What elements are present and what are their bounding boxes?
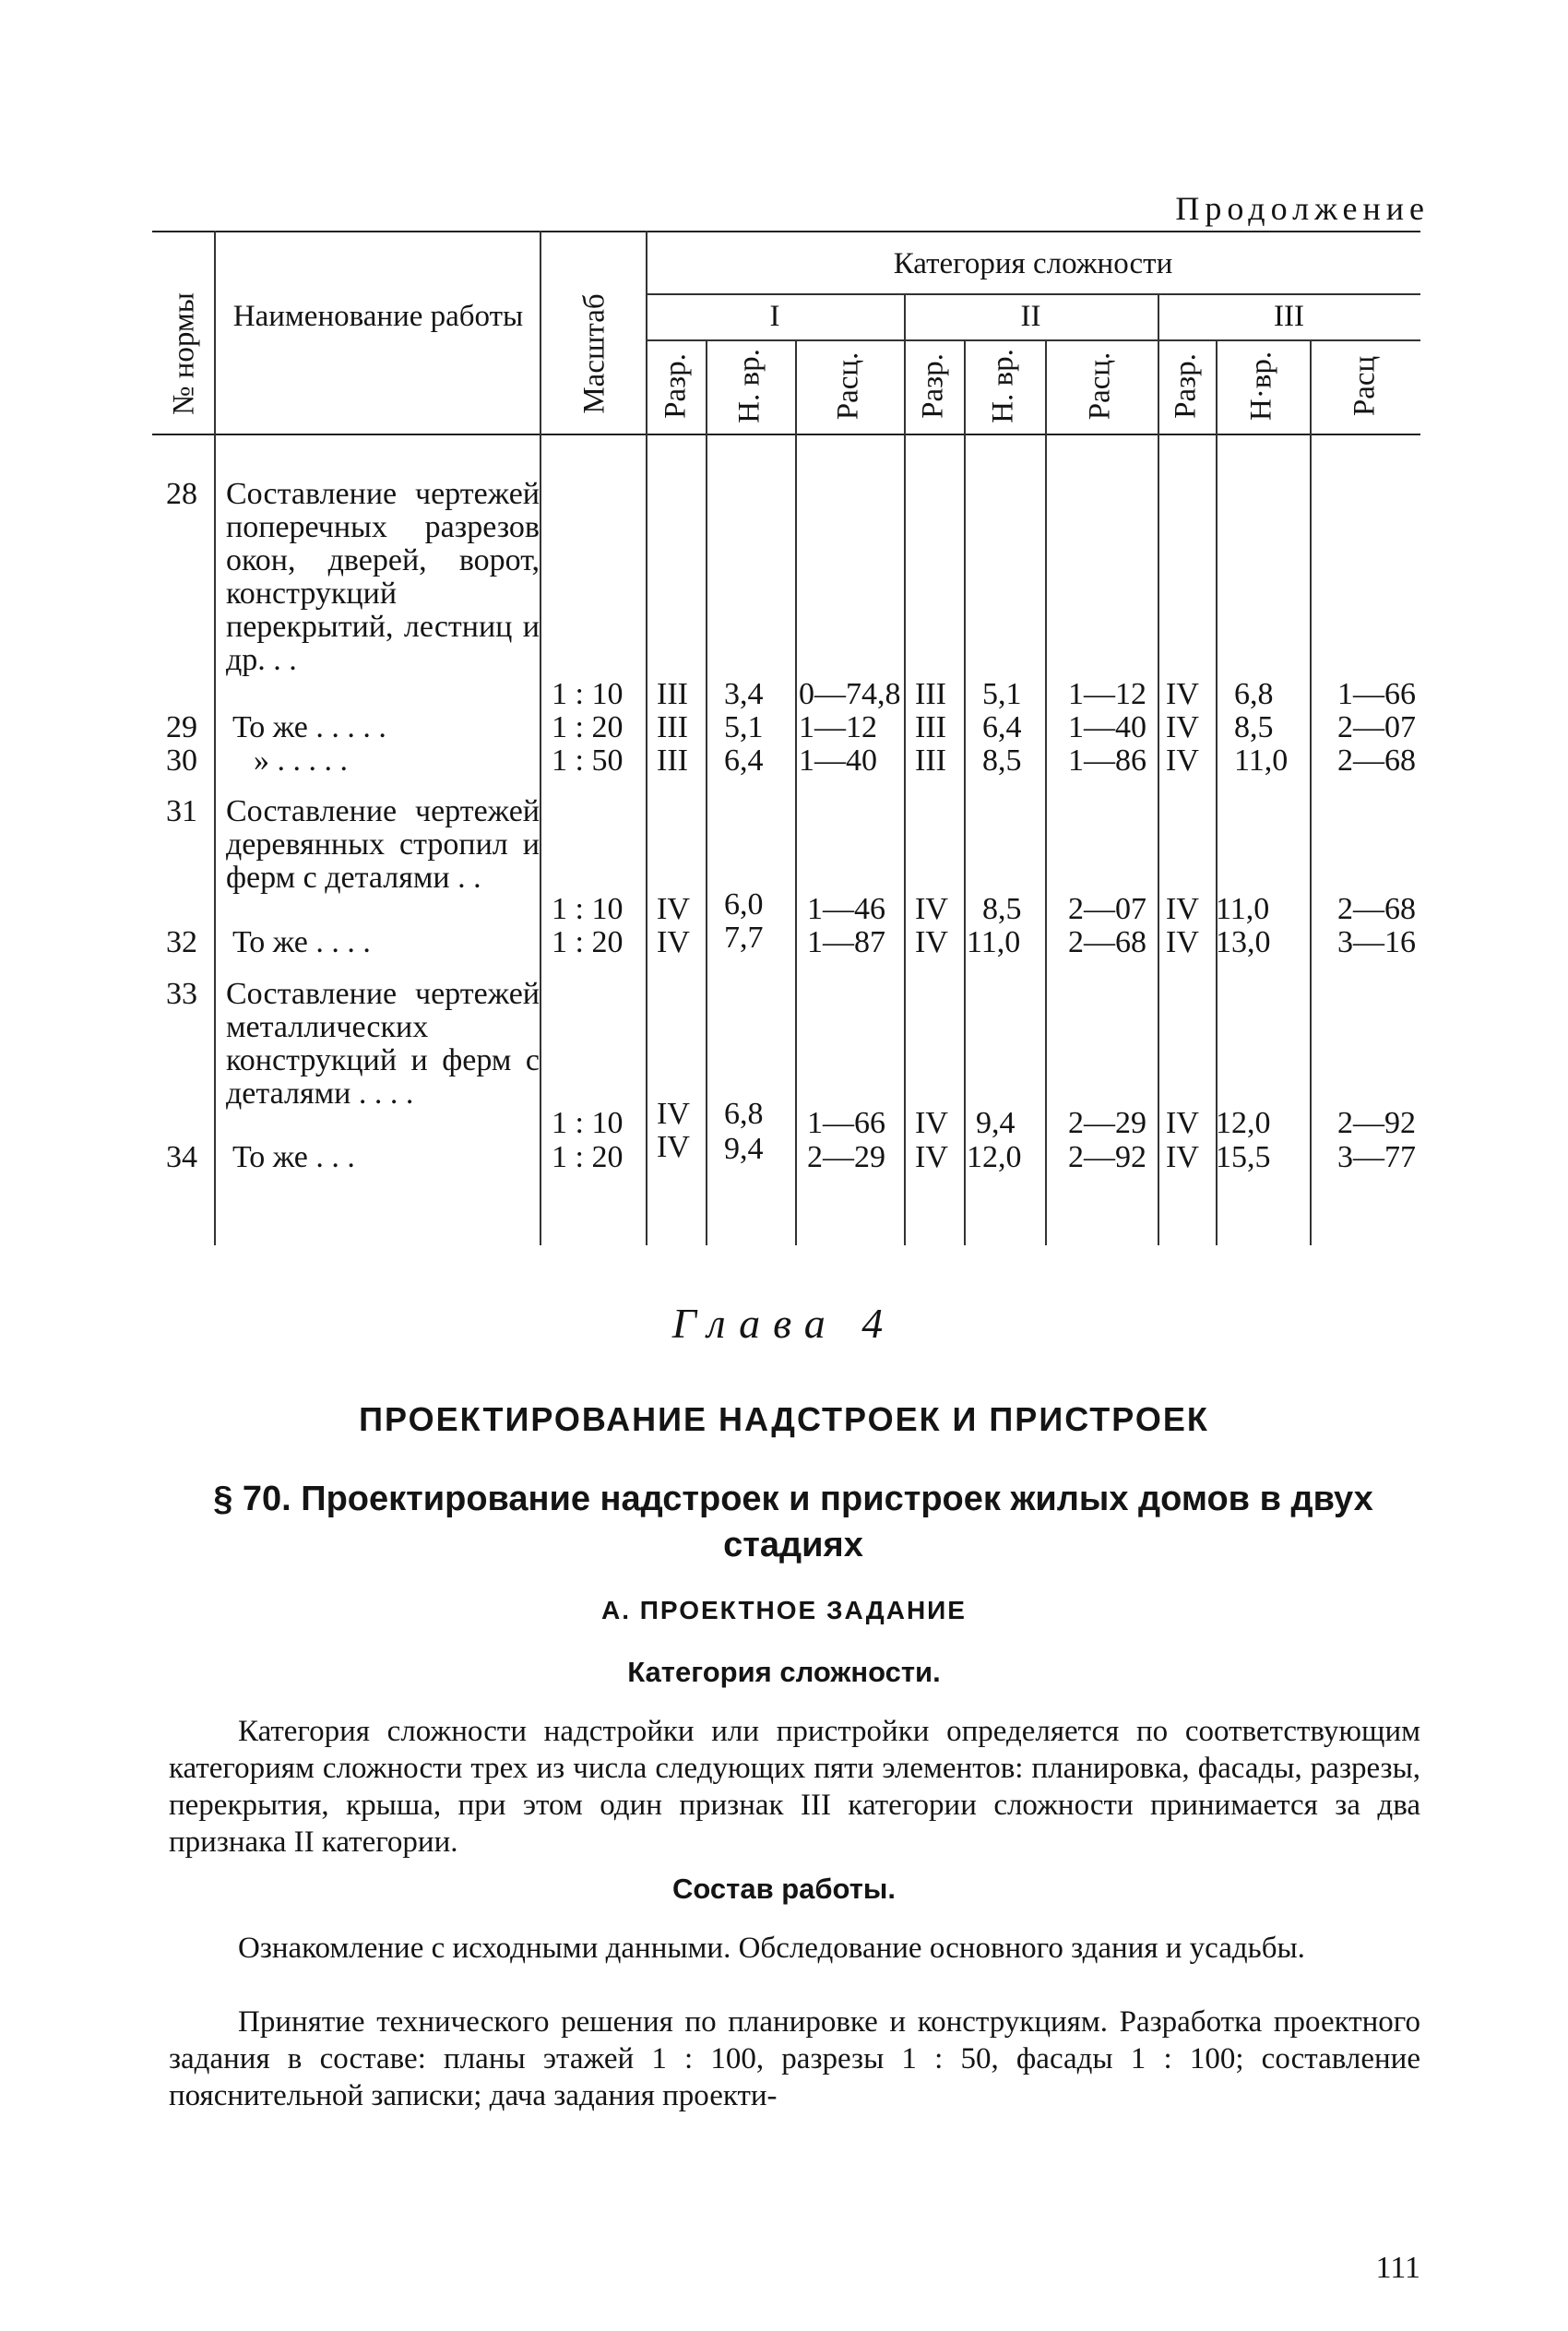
grade-cell: IV bbox=[1166, 925, 1199, 959]
rate-cell: 0—74,8 bbox=[799, 677, 901, 711]
norm-number: 33 bbox=[166, 977, 197, 1011]
time-cell: 13,0 bbox=[1216, 925, 1271, 959]
time-cell: 7,7 bbox=[724, 921, 764, 955]
header-time: Н·вр. bbox=[1244, 351, 1278, 422]
grade-cell: IV bbox=[657, 892, 690, 926]
subsection-heading: А. ПРОЕКТНОЕ ЗАДАНИЕ bbox=[600, 1596, 967, 1624]
time-cell: 12,0 bbox=[967, 1140, 1022, 1174]
norm-number: 28 bbox=[166, 477, 197, 511]
norm-number: 31 bbox=[166, 794, 197, 828]
time-cell: 9,4 bbox=[724, 1132, 764, 1166]
rate-cell: 1—12 bbox=[1068, 677, 1146, 711]
rate-cell: 2—92 bbox=[1337, 1106, 1416, 1140]
time-cell: 12,0 bbox=[1216, 1106, 1271, 1140]
time-cell: 15,5 bbox=[1216, 1140, 1271, 1174]
header-category-2: II bbox=[1020, 300, 1041, 333]
header-complexity: Категория сложности bbox=[893, 247, 1173, 280]
time-cell: 8,5 bbox=[982, 743, 1022, 778]
header-category-1: I bbox=[769, 300, 780, 333]
grade-cell: IV bbox=[1166, 892, 1199, 926]
norm-number: 29 bbox=[166, 710, 197, 744]
time-cell: 5,1 bbox=[982, 677, 1022, 711]
rate-cell: 3—16 bbox=[1337, 925, 1416, 959]
col-divider bbox=[1158, 293, 1159, 1245]
work-description: Составление чертежей поперечных разрезов окон, дверей, ворот, конструкций перекрытий, лестниц и др. . . bbox=[226, 477, 540, 677]
col-divider bbox=[904, 293, 906, 1245]
header-grade: Разр. bbox=[659, 353, 693, 419]
rate-cell: 1—12 bbox=[799, 710, 877, 744]
work-paragraph-1: Ознакомление с исходными данными. Обследование основного здания и усадьбы. bbox=[238, 1932, 1305, 1965]
continuation-label: Продолжение bbox=[1175, 190, 1430, 227]
time-cell: 11,0 bbox=[1216, 892, 1270, 926]
header-scale: Масштаб bbox=[577, 293, 612, 414]
rate-cell: 2—68 bbox=[1068, 925, 1146, 959]
time-cell: 5,1 bbox=[724, 710, 764, 744]
rate-cell: 1—46 bbox=[807, 892, 885, 926]
grade-cell: III bbox=[915, 710, 946, 744]
col-divider bbox=[964, 339, 966, 1245]
grade-cell: IV bbox=[915, 1106, 948, 1140]
header-rate: Расц bbox=[1348, 355, 1382, 417]
work-composition-heading: Состав работы. bbox=[671, 1873, 896, 1905]
norm-number: 32 bbox=[166, 925, 197, 959]
grade-cell: IV bbox=[915, 925, 948, 959]
rate-cell: 2—68 bbox=[1337, 743, 1416, 778]
header-work-name: Наименование работы bbox=[232, 300, 524, 333]
page-number: 111 bbox=[1375, 2251, 1420, 2285]
col-divider bbox=[540, 231, 541, 1245]
rate-cell: 1—86 bbox=[1068, 743, 1146, 778]
grade-cell: IV bbox=[657, 1130, 690, 1164]
rate-cell: 3—77 bbox=[1337, 1140, 1416, 1174]
grade-cell: IV bbox=[1166, 1140, 1199, 1174]
header-grade: Разр. bbox=[1169, 353, 1203, 419]
scale-cell: 1 : 20 bbox=[552, 1140, 624, 1174]
time-cell: 6,8 bbox=[724, 1097, 764, 1131]
rate-cell: 1—40 bbox=[1068, 710, 1146, 744]
grade-cell: IV bbox=[1166, 677, 1199, 711]
grade-cell: IV bbox=[1166, 743, 1199, 778]
chapter-heading: Глава 4 bbox=[671, 1300, 897, 1347]
rate-cell: 2—29 bbox=[1068, 1106, 1146, 1140]
grade-cell: IV bbox=[657, 925, 690, 959]
work-label: То же . . . bbox=[232, 1140, 355, 1174]
complexity-heading: Категория сложности. bbox=[627, 1656, 941, 1688]
time-cell: 11,0 bbox=[967, 925, 1021, 959]
scale-cell: 1 : 10 bbox=[552, 892, 624, 926]
norm-number: 34 bbox=[166, 1140, 197, 1174]
grade-cell: IV bbox=[1166, 1106, 1199, 1140]
col-divider bbox=[214, 231, 216, 1245]
table-header-rule bbox=[152, 434, 1420, 435]
work-label: » . . . . . bbox=[254, 743, 348, 778]
time-cell: 3,4 bbox=[724, 677, 764, 711]
work-description: Составление чертежей деревянных стропил и ферм с деталями . . bbox=[226, 794, 540, 895]
time-cell: 11,0 bbox=[1234, 743, 1289, 778]
rate-cell: 1—40 bbox=[799, 743, 877, 778]
work-description: Составление чертежей металлических конструкций и ферм с деталями . . . . bbox=[226, 977, 540, 1111]
norm-number: 30 bbox=[166, 743, 197, 778]
scale-cell: 1 : 10 bbox=[552, 1106, 624, 1140]
scale-cell: 1 : 50 bbox=[552, 743, 624, 778]
grade-cell: III bbox=[657, 743, 688, 778]
work-paragraph-2: Принятие технического решения по планировке и конструкциям. Разработка проектного задания в составе: планы этажей 1 : 100, разрезы 1 : 50, фасады 1 : 100; составление пояснительной записки; дача задания проекти- bbox=[169, 2005, 1420, 2112]
header-time: Н. вр. bbox=[986, 349, 1020, 423]
header-rate: Расц. bbox=[1083, 351, 1117, 421]
col-divider bbox=[1045, 339, 1047, 1245]
col-divider bbox=[646, 231, 647, 1245]
chapter-title: ПРОЕКТИРОВАНИЕ НАДСТРОЕК И ПРИСТРОЕК bbox=[359, 1400, 1209, 1438]
time-cell: 8,5 bbox=[982, 892, 1022, 926]
rate-cell: 2—92 bbox=[1068, 1140, 1146, 1174]
rate-cell: 1—66 bbox=[807, 1106, 885, 1140]
time-cell: 6,4 bbox=[982, 710, 1022, 744]
grade-cell: IV bbox=[915, 892, 948, 926]
grade-cell: III bbox=[657, 677, 688, 711]
time-cell: 6,4 bbox=[724, 743, 764, 778]
complexity-paragraph: Категория сложности надстройки или пристройки определяется по соответствующим категориям сложности трех из числа следующих пяти элементов: планировка, фасады, разрезы, перекрытия, крыша, при этом один признак III категории сложности принимается за два признака II категории. bbox=[169, 1715, 1420, 1859]
grade-cell: IV bbox=[915, 1140, 948, 1174]
col-divider bbox=[706, 339, 707, 1245]
rate-cell: 1—87 bbox=[807, 925, 885, 959]
section-title: § 70. Проектирование надстроек и пристроек жилых домов в двух стадиях bbox=[213, 1480, 1373, 1564]
scale-cell: 1 : 20 bbox=[552, 710, 624, 744]
header-time: Н. вр. bbox=[732, 349, 766, 423]
col-divider bbox=[795, 339, 797, 1245]
table-top-rule bbox=[152, 231, 1420, 232]
time-cell: 6,8 bbox=[1234, 677, 1274, 711]
header-category-3: III bbox=[1274, 300, 1304, 333]
time-cell: 8,5 bbox=[1234, 710, 1274, 744]
rate-cell: 2—07 bbox=[1337, 710, 1416, 744]
header-grade: Разр. bbox=[916, 353, 950, 419]
grade-cell: III bbox=[915, 743, 946, 778]
grade-cell: III bbox=[915, 677, 946, 711]
rate-cell: 2—29 bbox=[807, 1140, 885, 1174]
category-rule bbox=[646, 293, 1420, 295]
work-label: То же . . . . . bbox=[232, 710, 386, 744]
header-rate: Расц. bbox=[831, 351, 865, 421]
work-label: То же . . . . bbox=[232, 925, 371, 959]
grade-cell: IV bbox=[657, 1097, 690, 1131]
rate-cell: 2—07 bbox=[1068, 892, 1146, 926]
scale-cell: 1 : 10 bbox=[552, 677, 624, 711]
scale-cell: 1 : 20 bbox=[552, 925, 624, 959]
grade-cell: IV bbox=[1166, 710, 1199, 744]
rate-cell: 2—68 bbox=[1337, 892, 1416, 926]
col-divider bbox=[1310, 339, 1312, 1245]
rate-cell: 1—66 bbox=[1337, 677, 1416, 711]
time-cell: 9,4 bbox=[976, 1106, 1016, 1140]
grade-cell: III bbox=[657, 710, 688, 744]
header-norm-no: № нормы bbox=[167, 292, 201, 415]
time-cell: 6,0 bbox=[724, 887, 764, 922]
